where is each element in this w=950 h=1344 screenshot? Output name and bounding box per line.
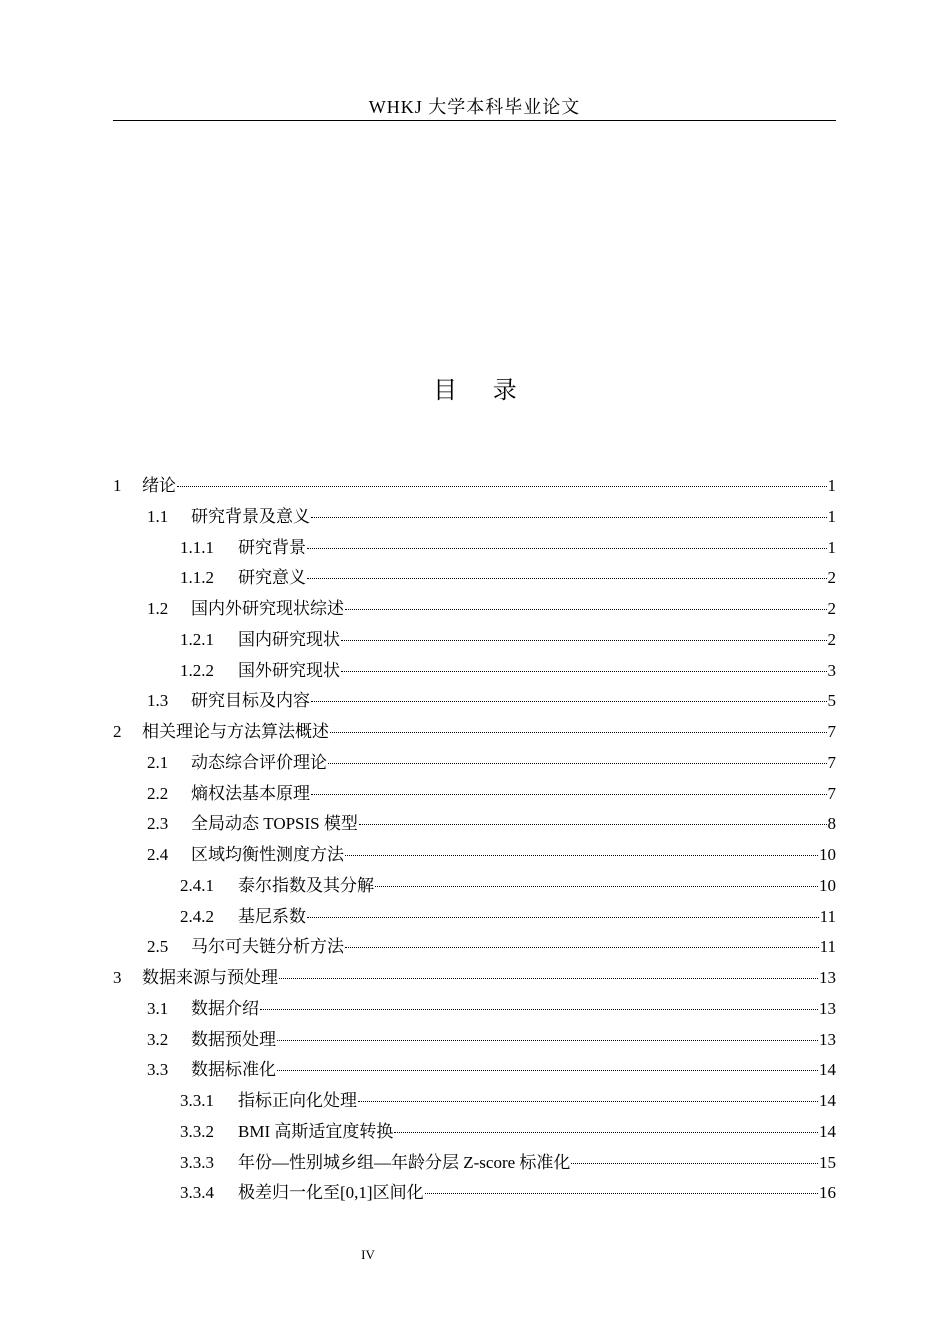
- toc-entry-number: 2.4.2: [180, 906, 214, 926]
- toc-dot-leader: [345, 946, 819, 948]
- toc-entry-page: 11: [819, 937, 836, 957]
- toc-entry-title: 研究背景及意义: [191, 506, 310, 526]
- toc-entry-page: 2: [827, 629, 836, 649]
- toc-dot-leader: [279, 977, 818, 979]
- toc-list: [113, 471, 836, 1209]
- toc-dot-leader: [177, 485, 827, 487]
- toc-entry-page: 2: [827, 568, 836, 588]
- toc-entry-title: 熵权法基本原理: [191, 783, 310, 803]
- toc-entry-number: 2: [113, 722, 122, 741]
- toc-entry-number: 1.3: [147, 691, 169, 711]
- toc-entry-number: 2.5: [147, 937, 169, 957]
- toc-entry[interactable]: [113, 1086, 836, 1117]
- toc-entry-title: 动态综合评价理论: [191, 752, 327, 772]
- toc-entry-page: 8: [827, 814, 836, 834]
- toc-entry-number: 2.1: [147, 752, 169, 772]
- toc-entry-number: 1.2.1: [180, 629, 214, 649]
- toc-entry-title: 数据来源与预处理: [142, 968, 278, 987]
- toc-entry-page: 15: [819, 1152, 836, 1172]
- toc-dot-leader: [307, 577, 827, 579]
- toc-entry-number: 3.3.1: [180, 1091, 214, 1110]
- toc-entry-title: 指标正向化处理: [238, 1091, 357, 1110]
- toc-entry-page: 2: [827, 599, 836, 618]
- toc-dot-leader: [311, 793, 827, 795]
- toc-entry-page: 7: [827, 752, 836, 772]
- toc-entry-number: 3.1: [147, 998, 169, 1018]
- toc-entry-number: 2.4.1: [180, 875, 214, 895]
- toc-entry-number: 1.2: [147, 599, 169, 618]
- toc-entry-page: 13: [819, 1029, 836, 1049]
- toc-entry[interactable]: [113, 471, 836, 502]
- toc-entry-title: 研究目标及内容: [191, 691, 310, 711]
- toc-entry-page: 13: [819, 968, 836, 987]
- running-header-title: WHKJ 大学本科毕业论文: [368, 97, 581, 117]
- toc-dot-leader: [311, 700, 827, 702]
- toc-entry-title: 极差归一化至[0,1]区间化: [238, 1183, 424, 1203]
- toc-entry-number: 1.1: [147, 506, 169, 526]
- toc-entry-number: 2.2: [147, 783, 169, 803]
- toc-entry[interactable]: [113, 1117, 836, 1148]
- toc-entry[interactable]: [113, 563, 836, 594]
- toc-entry[interactable]: [113, 809, 836, 840]
- toc-dot-leader: [358, 1100, 818, 1102]
- toc-entry-number: 1.1.2: [180, 568, 214, 588]
- toc-entry-number: 1: [113, 476, 122, 495]
- toc-dot-leader: [571, 1162, 818, 1164]
- toc-entry[interactable]: [113, 1178, 836, 1209]
- toc-entry-page: 11: [819, 906, 836, 926]
- toc-title: 目 录: [433, 376, 531, 404]
- toc-dot-leader: [345, 854, 818, 856]
- toc-entry-title: 数据预处理: [191, 1029, 276, 1049]
- toc-entry-title: 区域均衡性测度方法: [191, 845, 344, 864]
- toc-entry-page: 1: [827, 476, 836, 495]
- toc-entry-number: 3.3.4: [180, 1183, 214, 1203]
- toc-entry-number: 1.2.2: [180, 660, 214, 680]
- toc-entry-page: 10: [819, 875, 836, 895]
- toc-dot-leader: [345, 608, 827, 610]
- toc-entry[interactable]: [113, 533, 836, 564]
- toc-entry-title: 国内研究现状: [238, 629, 340, 649]
- toc-entry[interactable]: [113, 840, 836, 871]
- toc-entry-title: 全局动态 TOPSIS 模型: [191, 814, 358, 834]
- toc-dot-leader: [341, 670, 827, 672]
- toc-entry-title: 马尔可夫链分析方法: [191, 937, 344, 957]
- toc-entry-page: 3: [827, 660, 836, 680]
- toc-entry[interactable]: [113, 871, 836, 902]
- toc-dot-leader: [307, 547, 827, 549]
- toc-entry-title: 相关理论与方法算法概述: [142, 722, 329, 741]
- toc-entry[interactable]: [113, 902, 836, 933]
- toc-entry[interactable]: [113, 748, 836, 779]
- toc-entry-title: BMI 高斯适宜度转换: [238, 1121, 394, 1141]
- toc-entry-page: 14: [819, 1091, 836, 1110]
- toc-entry-page: 5: [827, 691, 836, 711]
- toc-entry[interactable]: [113, 1148, 836, 1179]
- toc-entry-page: 7: [827, 783, 836, 803]
- toc-entry-number: 3.3: [147, 1060, 169, 1080]
- toc-entry[interactable]: [113, 656, 836, 687]
- page-number: IV: [361, 1247, 375, 1262]
- toc-dot-leader: [277, 1069, 818, 1071]
- toc-dot-leader: [260, 1008, 818, 1010]
- toc-entry-number: 3.2: [147, 1029, 169, 1049]
- toc-entry[interactable]: [113, 1025, 836, 1056]
- toc-entry[interactable]: [113, 932, 836, 963]
- toc-dot-leader: [311, 516, 827, 518]
- toc-entry-number: 2.3: [147, 814, 169, 834]
- toc-entry-title: 泰尔指数及其分解: [238, 875, 374, 895]
- toc-entry-page: 13: [819, 998, 836, 1018]
- toc-dot-leader: [277, 1039, 818, 1041]
- toc-entry-page: 1: [827, 537, 836, 557]
- toc-entry-number: 2.4: [147, 845, 169, 864]
- toc-entry[interactable]: [113, 625, 836, 656]
- toc-entry-number: 3.3.2: [180, 1121, 214, 1141]
- toc-entry-page: 10: [819, 845, 836, 864]
- toc-entry-title: 国内外研究现状综述: [191, 599, 344, 618]
- toc-entry-page: 1: [827, 506, 836, 526]
- toc-entry-title: 数据介绍: [191, 998, 259, 1018]
- toc-entry[interactable]: [113, 963, 836, 994]
- toc-entry-title: 数据标准化: [191, 1060, 276, 1080]
- toc-entry-number: 3: [113, 968, 122, 987]
- toc-entry[interactable]: [113, 1055, 836, 1086]
- toc-entry[interactable]: [113, 779, 836, 810]
- toc-entry-title: 基尼系数: [238, 906, 306, 926]
- toc-dot-leader: [394, 1131, 818, 1133]
- toc-entry-title: 绪论: [142, 476, 176, 495]
- toc-entry-title: 国外研究现状: [238, 660, 340, 680]
- toc-dot-leader: [341, 639, 827, 641]
- toc-entry[interactable]: [113, 594, 836, 625]
- toc-entry[interactable]: [113, 717, 836, 748]
- toc-entry[interactable]: [113, 686, 836, 717]
- toc-entry[interactable]: [113, 502, 836, 533]
- toc-entry-title: 研究背景: [238, 537, 306, 557]
- toc-entry-number: 3.3.3: [180, 1152, 214, 1172]
- toc-entry-title: 年份—性别城乡组—年龄分层 Z-score 标准化: [238, 1152, 571, 1172]
- running-header: [113, 94, 836, 121]
- toc-dot-leader: [330, 731, 827, 733]
- toc-dot-leader: [328, 762, 827, 764]
- toc-entry-title: 研究意义: [238, 568, 306, 588]
- toc-dot-leader: [359, 823, 827, 825]
- toc-dot-leader: [425, 1192, 818, 1194]
- toc-dot-leader: [307, 916, 819, 918]
- toc-entry-page: 16: [819, 1183, 836, 1203]
- toc-entry-page: 14: [819, 1121, 836, 1141]
- toc-dot-leader: [375, 885, 818, 887]
- toc-entry[interactable]: [113, 994, 836, 1025]
- toc-entry-page: 7: [827, 722, 836, 741]
- toc-entry-page: 14: [819, 1060, 836, 1080]
- toc-entry-number: 1.1.1: [180, 537, 214, 557]
